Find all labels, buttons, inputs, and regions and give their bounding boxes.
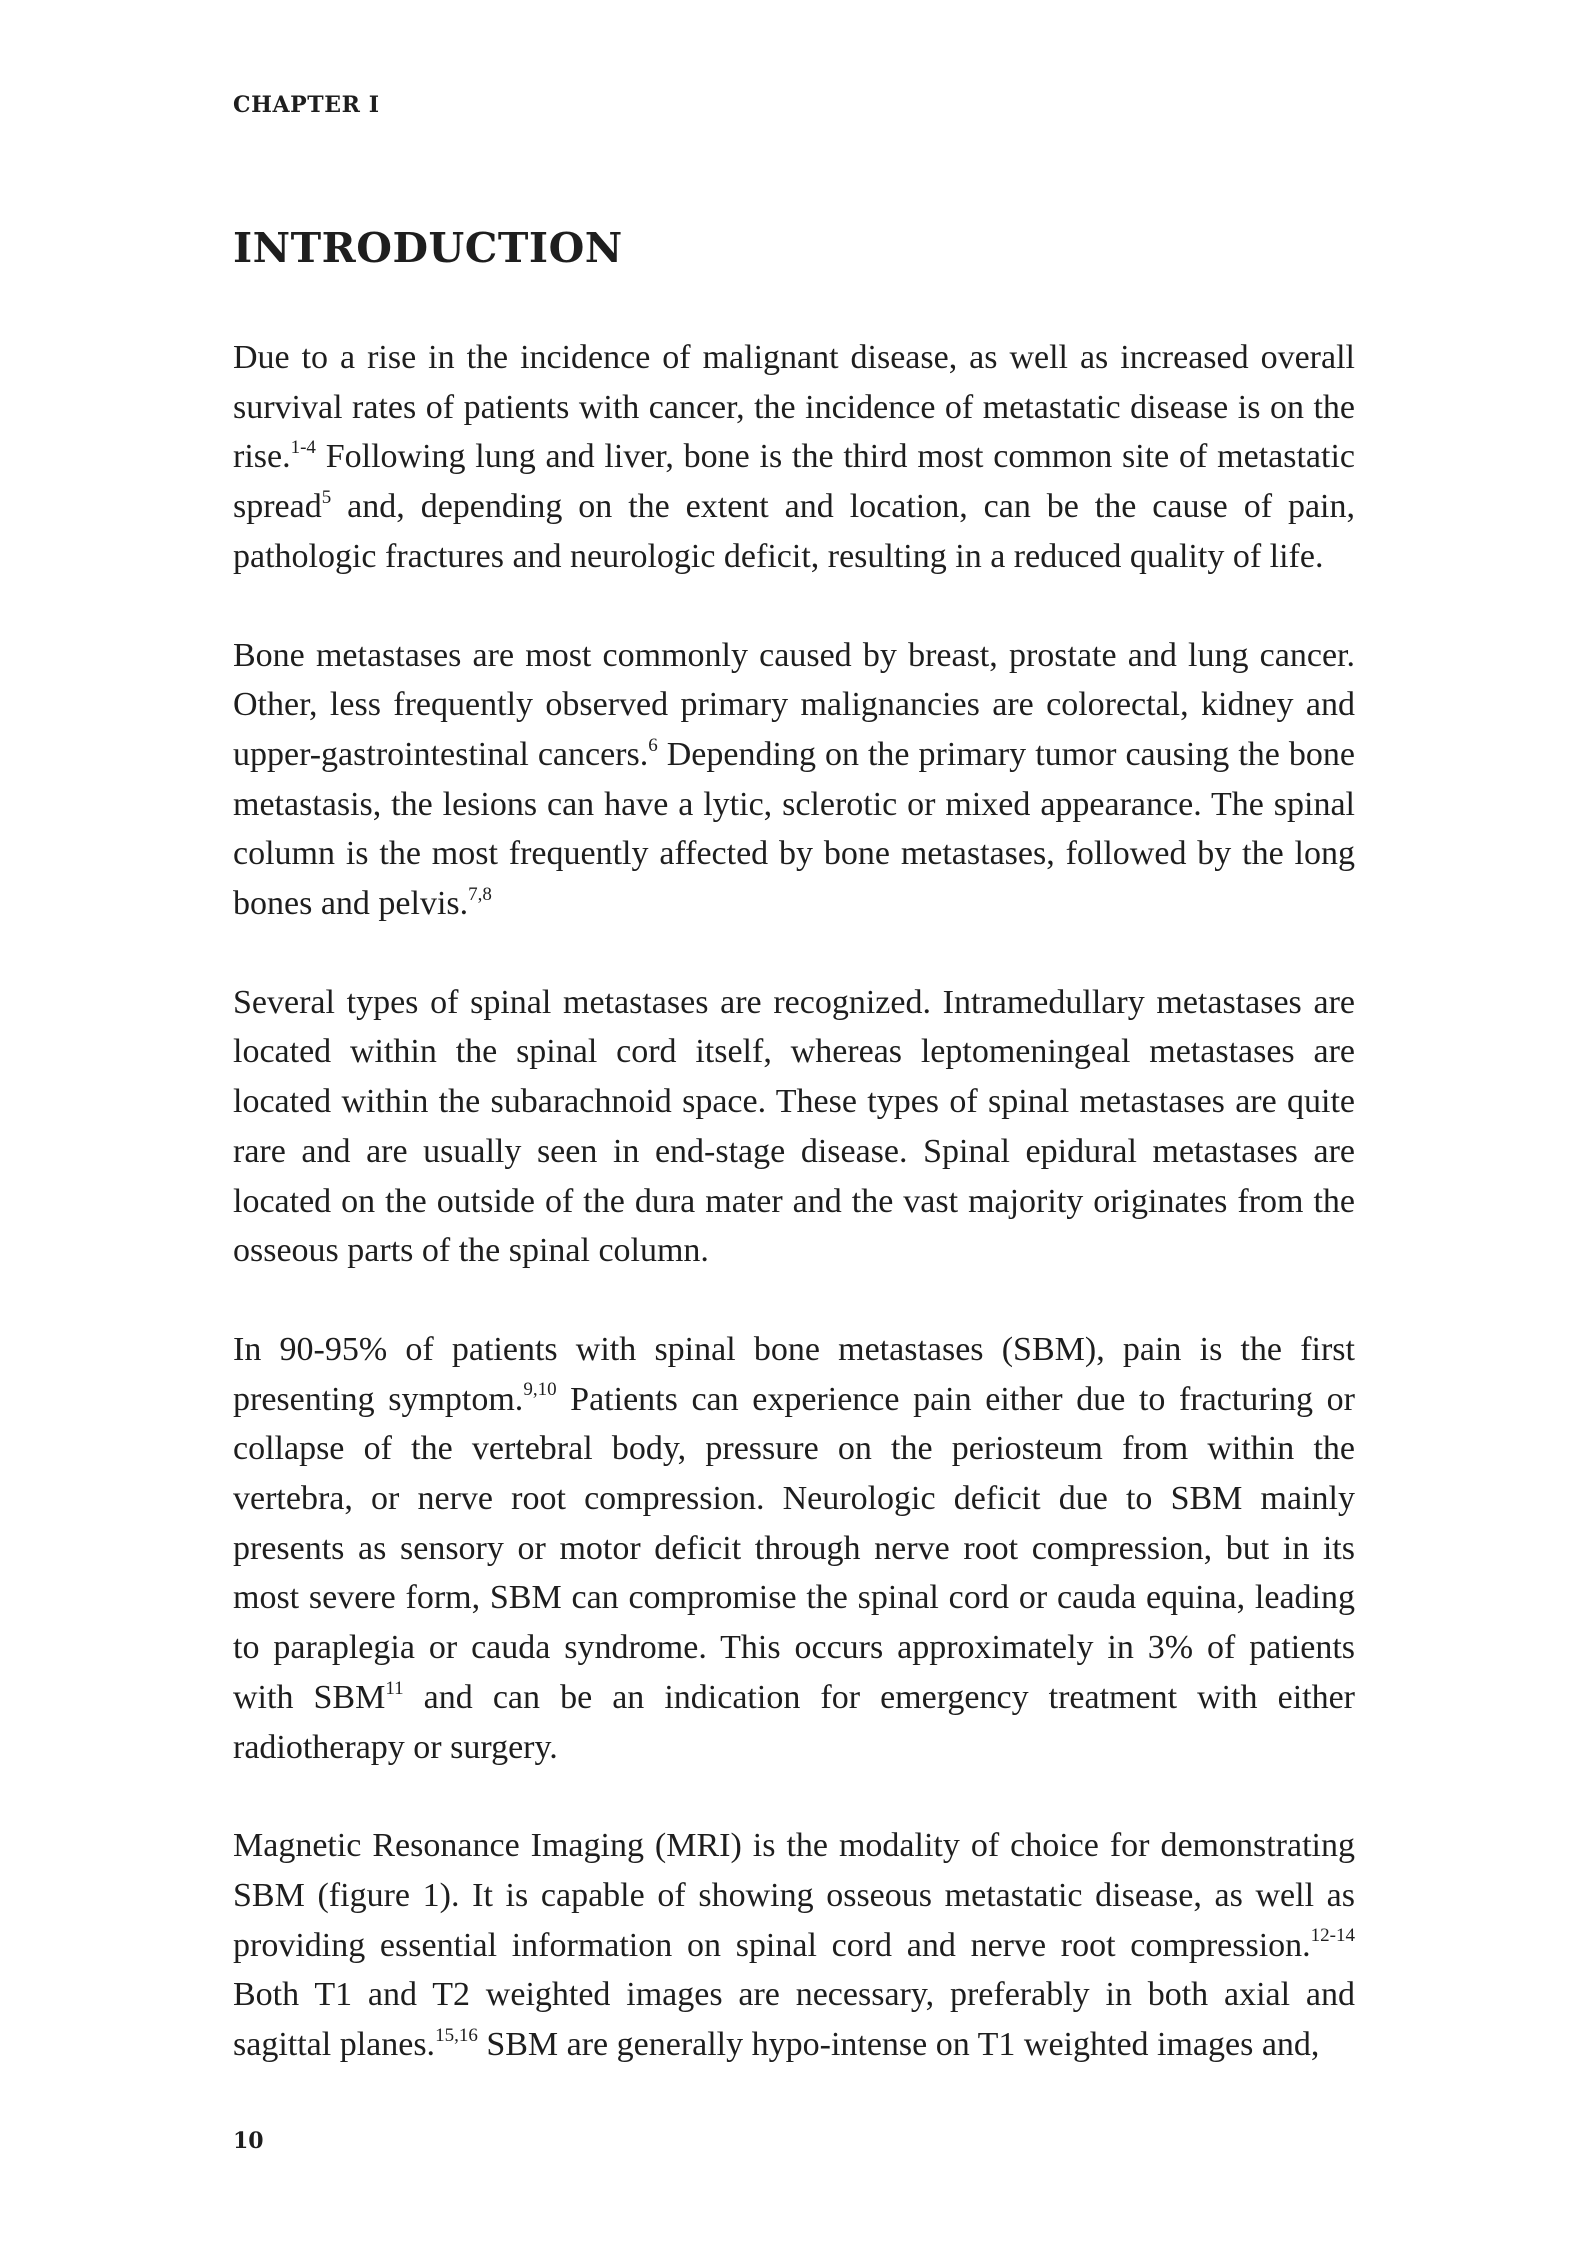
paragraph-text: SBM are generally hypo-intense on T1 weighted images and, [477,2026,1320,2064]
citation-superscript: 7,8 [468,883,492,905]
chapter-title: INTRODUCTION [233,224,623,272]
running-head: CHAPTER I [233,92,380,118]
paragraph-3 [233,978,1355,1276]
paragraph-text: Several types of spinal metastases are recognized. Intramedullary metastases are located within the spinal cord itself, whereas leptomeningeal metastases are located within the subarachnoid space. These types of spinal metastases are quite rare and are usually seen in end-stage disease. Spinal epidural metastases are located on the outside of the dura mater and the vast majority originates from the osseous parts of the spinal column. [233,983,1355,1270]
paragraph-text: Magnetic Resonance Imaging (MRI) is the modality of choice for demonstrating SBM (figure 1). It is capable of showing osseous metastatic disease, as well as providing essential information on spinal cord and nerve root compression. [233,1827,1355,1964]
paragraph-text: Depending on the primary tumor causing the bone metastasis, the lesions can have a lytic, sclerotic or mixed appearance. The spinal column is the most frequently affected by bone metastases, followed by the long bones and pelvis. [233,735,1355,923]
citation-superscript: 1-4 [290,437,316,459]
paragraph-text: and can be an indication for emergency treatment with either radiotherapy or surgery. [233,1678,1355,1766]
citation-superscript: 9,10 [523,1379,557,1401]
citation-superscript: 6 [648,734,658,756]
paragraph-5 [233,1821,1355,2070]
paragraph-text: Following lung and liver, bone is the third most common site of metastatic spread [233,438,1355,526]
citation-superscript: 15,16 [435,2024,478,2046]
citation-superscript: 11 [385,1677,404,1699]
paragraph-2 [233,631,1355,929]
citation-superscript: 12-14 [1310,1925,1355,1947]
paragraph-1 [233,333,1355,582]
paragraph-4 [233,1325,1355,1772]
citation-superscript: 5 [321,486,332,508]
body-text [233,333,1355,2119]
page-number: 10 [233,2128,264,2154]
paragraph-text: In 90-95% of patients with spinal bone metastases (SBM), pain is the first presenting symptom. [233,1330,1355,1418]
paragraph-text: Bone metastases are most commonly caused by breast, prostate and lung cancer. Other, less frequently observed primary malignancies are colorectal, kidney and upper-gastrointestinal cancers. [233,636,1355,773]
paragraph-text: Both T1 and T2 weighted images are necessary, preferably in both axial and sagittal planes. [233,1976,1355,2064]
paragraph-text: and, depending on the extent and location, can be the cause of pain, pathologic fractures and neurologic deficit, resulting in a reduced quality of life. [233,488,1355,575]
paragraph-text: Due to a rise in the incidence of malignant disease, as well as increased overall survival rates of patients with cancer, the incidence of metastatic disease is on the rise. [233,339,1355,476]
paragraph-text: Patients can experience pain either due to fracturing or collapse of the vertebral body, pressure on the periosteum from within the vertebra, or nerve root compression. Neurologic deficit due to SBM mainly presents as sensory or motor deficit through nerve root compression, but in its most severe form, SBM can compromise the spinal cord or cauda equina, leading to paraplegia or cauda syndrome. This occurs approximately in 3% of patients with SBM [233,1380,1355,1716]
